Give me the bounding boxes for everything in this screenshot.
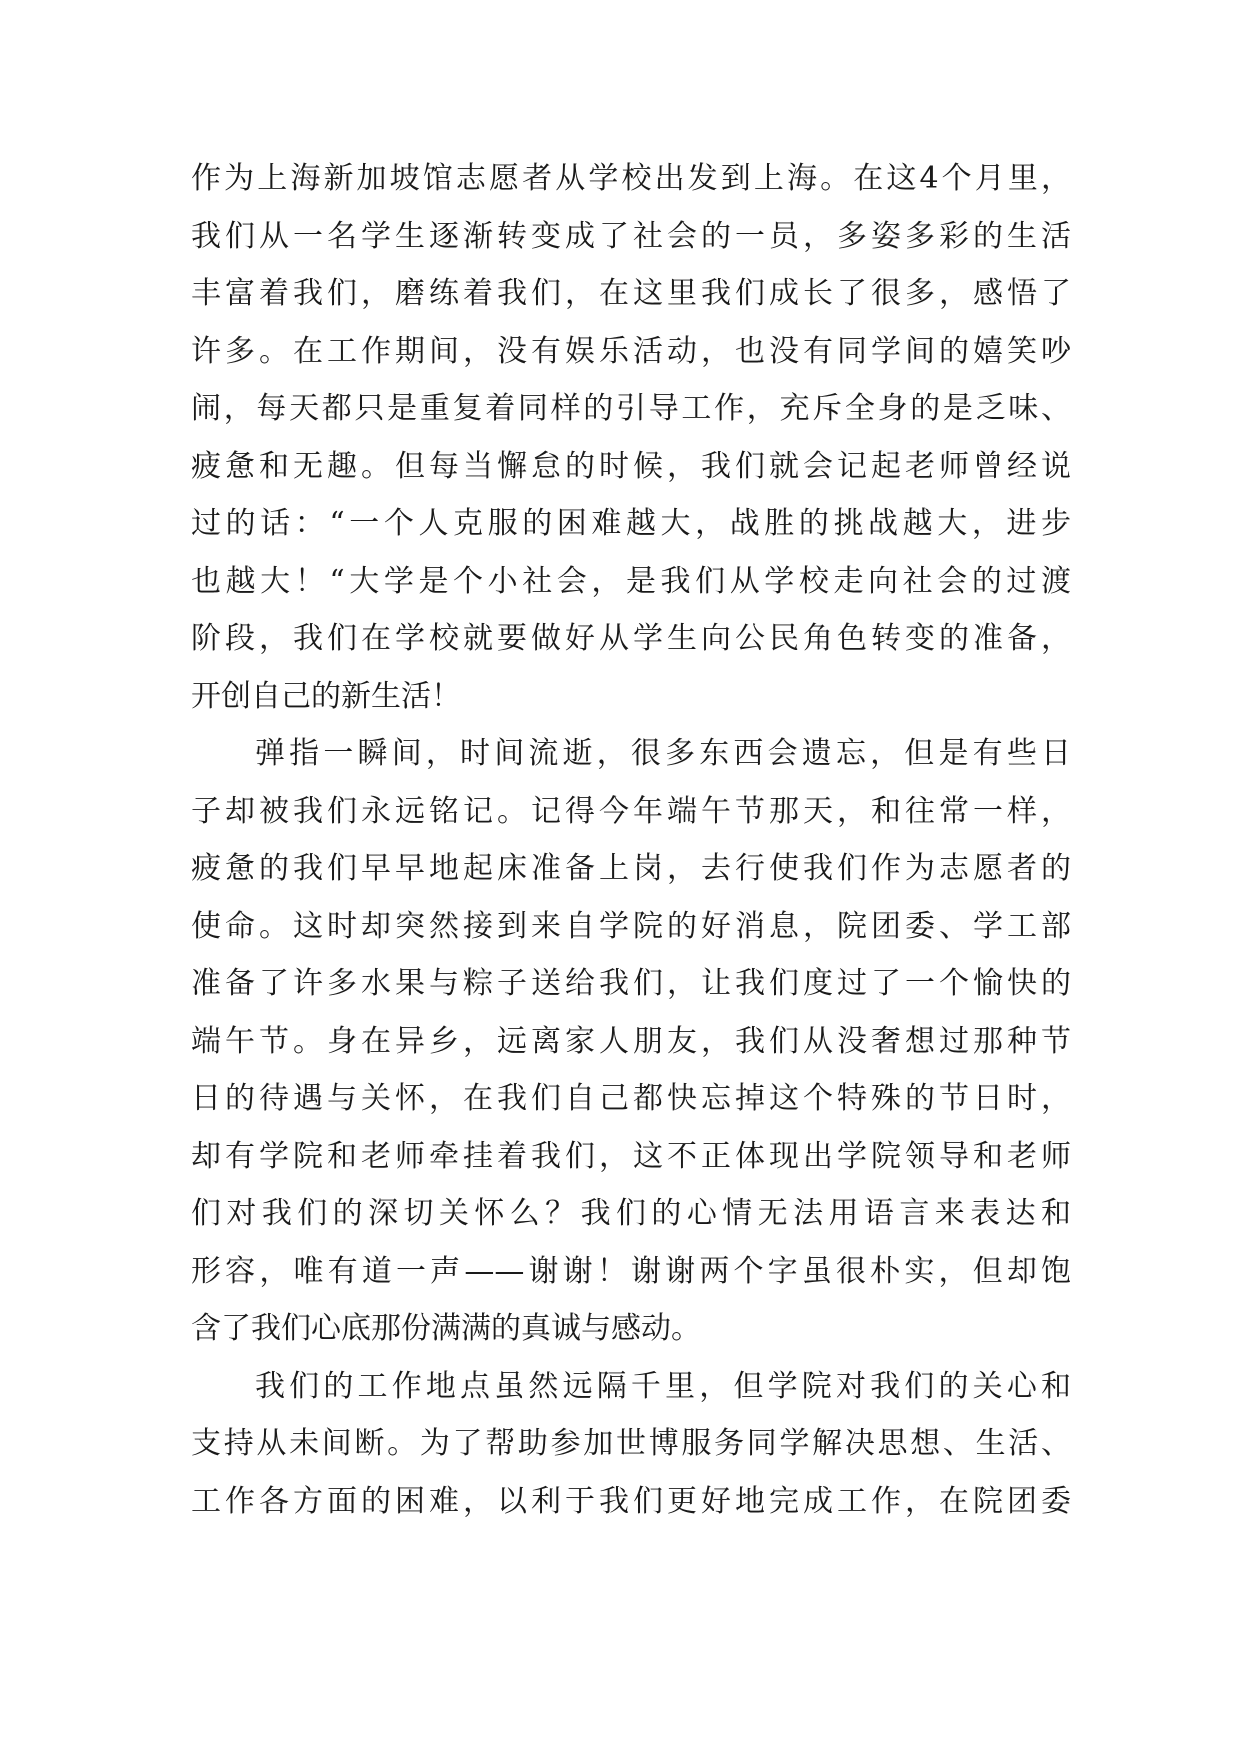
text-line: 日的待遇与关怀，在我们自己都快忘掉这个特殊的节日时， [191,1081,1071,1116]
text-line: 我们从一名学生逐渐转变成了社会的一员，多姿多彩的生活 [191,218,1071,254]
text-line: 疲惫的我们早早地起床准备上岗，去行使我们作为志愿者的 [191,851,1071,886]
text-line: 含了我们心底那份满满的真诚与感动。 [191,1311,701,1346]
text-line: 丰富着我们，磨练着我们，在这里我们成长了很多，感悟了 [191,276,1071,311]
text-line: 却有学院和老师牵挂着我们，这不正体现出学院领导和老师 [191,1138,1071,1174]
text-line: 准备了许多水果与粽子送给我们，让我们度过了一个愉快的 [191,966,1071,1001]
text-line: 支持从未间断。为了帮助参加世博服务同学解决思想、生活、 [191,1426,1071,1461]
text-line: 过的话：“一个人克服的困难越大，战胜的挑战越大，进步 [191,506,1071,541]
text-line: 端午节。身在异乡，远离家人朋友，我们从没奢想过那种节 [191,1023,1071,1059]
text-line: 弹指一瞬间，时间流逝，很多东西会遗忘，但是有些日 [255,736,1071,771]
document-body [191,150,1071,1530]
text-line: 工作各方面的困难，以利于我们更好地完成工作，在院团委 [191,1483,1071,1519]
text-line: 阶段，我们在学校就要做好从学生向公民角色转变的准备， [191,621,1071,656]
text-line: 开创自己的新生活！ [191,678,461,714]
text-line: 疲惫和无趣。但每当懈怠的时候，我们就会记起老师曾经说 [191,448,1071,484]
text-line: 作为上海新加坡馆志愿者从学校出发到上海。在这4个月里， [191,161,1071,196]
text-line: 许多。在工作期间，没有娱乐活动，也没有同学间的嬉笑吵 [191,333,1071,369]
text-line: 我们的工作地点虽然远隔千里，但学院对我们的关心和 [255,1368,1071,1404]
text-line: 们对我们的深切关怀么？我们的心情无法用语言来表达和 [191,1196,1071,1231]
text-line: 子却被我们永远铭记。记得今年端午节那天，和往常一样， [191,793,1071,829]
text-line: 也越大！“大学是个小社会，是我们从学校走向社会的过渡 [191,563,1071,599]
text-line: 形容，唯有道一声——谢谢！谢谢两个字虽很朴实，但却饱 [191,1253,1071,1289]
text-line: 使命。这时却突然接到来自学院的好消息，院团委、学工部 [191,908,1071,944]
text-line: 闹，每天都只是重复着同样的引导工作，充斥全身的是乏味、 [191,391,1071,426]
